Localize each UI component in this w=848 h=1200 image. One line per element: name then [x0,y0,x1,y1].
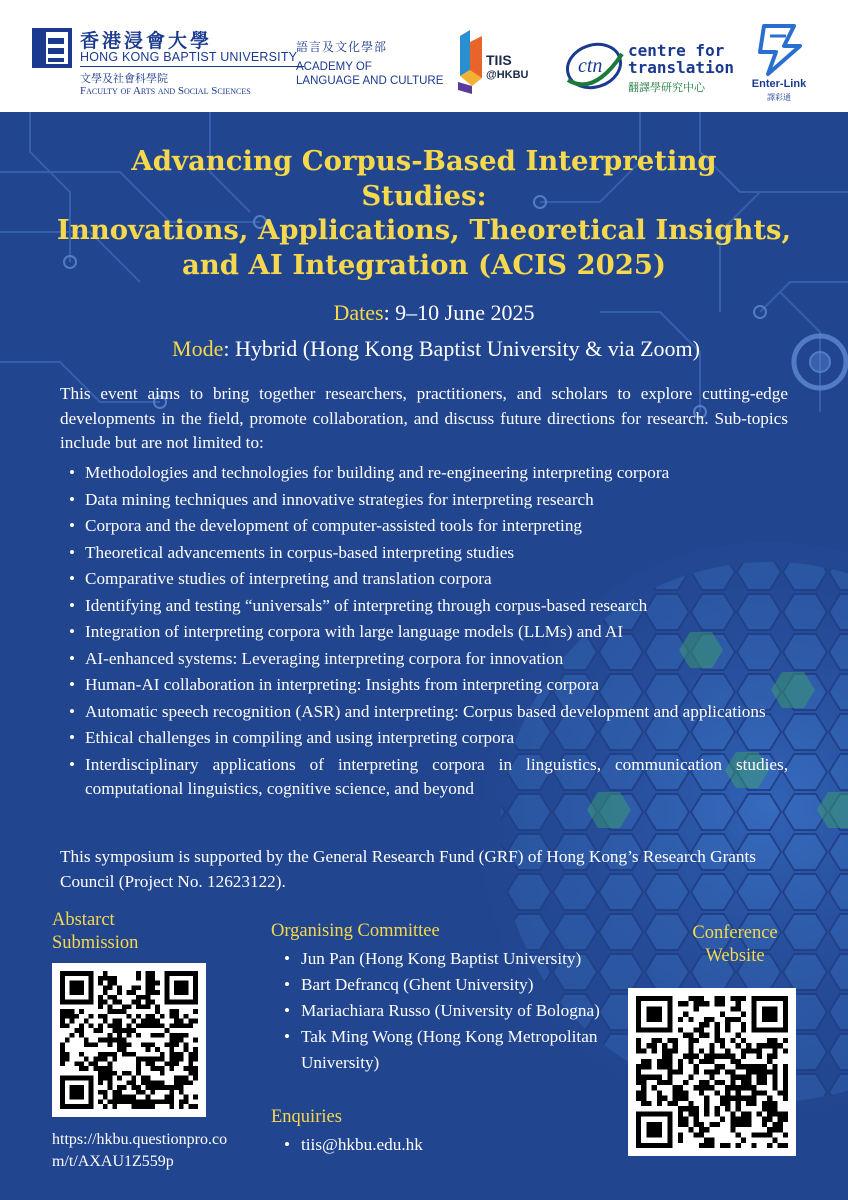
subtopic-text: Comparative studies of interpreting and translation corpora [85,569,492,588]
bullet-icon: • [284,1135,291,1154]
title-line-2: Studies: [361,179,487,212]
mode-label: Mode [172,336,224,361]
bullet-icon: • [284,1001,291,1020]
bullet-icon: • [69,701,76,721]
committee-member: Mariachiara Russo (University of Bologna) [301,1001,600,1020]
committee-list [271,946,601,1076]
event-title [20,144,828,282]
subtopic-text: Ethical challenges in compiling and using interpreting corpora [85,728,515,747]
cft-name-line2: translation [628,58,734,77]
subtopic-text: Human-AI collaboration in interpreting: Insights from interpreting corpora [85,675,600,694]
bullet-icon: • [284,949,291,968]
bullet-icon: • [69,489,76,509]
list-item [60,726,788,751]
bullet-icon: • [69,622,76,641]
bullet-icon: • [69,595,76,615]
svg-text:ctn: ctn [578,55,603,77]
list-item [60,594,788,619]
abstract-submission-link[interactable]: https://hkbu.questionpro.com/t/AXAU1Z559p [52,1131,228,1170]
bullet-icon: • [69,569,76,588]
committee-member: Bart Defrancq (Ghent University) [301,975,534,994]
list-item [60,567,788,592]
enquiries-list [271,1132,591,1158]
list-item [60,620,788,645]
tiis-hkbu-text: @HKBU [486,69,529,81]
subtopic-text: Integration of interpreting corpora with large language models (LLMs) and AI [85,622,624,641]
tiis-logo [456,30,529,94]
ct-swoosh-icon [564,40,626,92]
subtopic-text: Automatic speech recognition (ASR) and interpreting: Corpus based development and applications [85,701,766,721]
bullet-icon: • [284,975,291,994]
hkbu-crest-icon [32,26,72,70]
bullet-icon: • [69,728,76,747]
hkbu-logo [32,26,298,98]
alc-name-en-2: LANGUAGE AND CULTURE [296,75,444,87]
hkbu-name-zh: 香港浸會大學 [80,30,213,52]
list-item [60,700,788,725]
list-item [60,541,788,566]
logo-header [0,0,848,112]
bullet-icon: • [284,1027,291,1046]
list-item [271,1024,601,1076]
cft-name-zh: 翻譯學研究中心 [628,81,705,94]
enquiry-email-link[interactable]: tiis@hkbu.edu.hk [301,1135,423,1154]
bullet-icon: • [69,542,76,562]
list-item [60,647,788,672]
enquiries-heading: Enquiries [271,1107,342,1127]
subtopic-list [60,461,788,804]
abstract-qr-code[interactable] [52,963,206,1117]
event-mode [12,336,848,362]
subtopic-text: AI-enhanced systems: Leveraging interpreting corpora for innovation [85,648,564,668]
committee-member: Jun Pan (Hong Kong Baptist University) [301,949,582,968]
cft-name-line1: centre for [628,41,725,60]
abstract-heading-line-1: Abstarct [52,910,115,930]
bullet-icon: • [69,675,76,694]
alc-name-zh: 語言及文化學部 [296,40,388,54]
hkbu-divider [80,66,304,67]
poster-body [0,112,848,1200]
dates-label: Dates [333,300,384,325]
list-item [271,946,601,972]
list-item [60,488,788,513]
committee-member: Tak Ming Wong (Hong Kong Metropolitan University) [301,1027,598,1072]
bullet-icon: • [69,516,76,535]
list-item [60,673,788,698]
centre-for-translation-logo [564,40,734,92]
enter-link-mark-icon [754,22,804,76]
organising-committee-heading: Organising Committee [271,921,440,941]
alc-logo [296,38,444,87]
website-heading-line-2: Website [705,946,765,966]
title-line-3: Innovations, Applications, Theoretical Insights, [56,214,792,246]
list-item [60,461,788,486]
bullet-icon: • [69,648,76,668]
bullet-icon: • [69,463,76,482]
abstract-submission-heading [52,909,182,955]
faculty-name-zh: 文學及社會科學院 [80,72,168,85]
subtopic-text: Identifying and testing “universals” of interpreting through corpus-based research [85,595,648,615]
website-qr-code[interactable] [628,988,796,1156]
subtopic-text: Data mining techniques and innovative strategies for interpreting research [85,489,594,509]
abstract-heading-line-2: Submission [52,933,139,953]
website-heading-line-1: Conference [692,923,778,943]
list-item [271,1132,591,1158]
title-line-1: Advancing Corpus-Based Interpreting [131,145,717,177]
qr-code-icon [636,996,788,1148]
enter-link-logo [744,22,814,100]
bullet-icon: • [69,754,76,774]
faculty-name-en: Faculty of Arts and Social Sciences [80,85,251,97]
tiis-mark-icon [456,30,486,94]
qr-code-icon [60,971,198,1109]
list-item [271,972,601,998]
event-dates [10,300,848,326]
mode-value: : Hybrid (Hong Kong Baptist University & via Zoom) [223,336,700,361]
tiis-text: TIIS [486,52,512,68]
enter-link-name: Enter-Link [751,78,807,90]
list-item [60,753,788,802]
alc-name-en-1: ACADEMY OF [296,61,372,73]
conference-website-heading [660,922,810,968]
title-line-4: and AI Integration (ACIS 2025) [181,248,667,281]
subtopic-text: Interdisciplinary applications of interpreting corpora in linguistics, communication studies, computational linguistics, cognitive science, and beyond [85,754,788,798]
subtopic-text: Corpora and the development of computer-assisted tools for interpreting [85,516,583,535]
list-item [271,998,601,1024]
list-item [60,514,788,539]
dates-value: : 9–10 June 2025 [383,300,535,325]
hkbu-name-en: HONG KONG BAPTIST UNIVERSITY [80,50,298,64]
subtopic-text: Theoretical advancements in corpus-based interpreting studies [85,542,515,562]
funding-statement: This symposium is supported by the General Research Fund (GRF) of Hong Kong’s Research Grants Council (Project No. 12623122). [60,847,756,891]
enter-link-name-zh: 譯彩通 [767,93,791,102]
event-intro: This event aims to bring together researchers, practitioners, and scholars to explore cutting-edge developments in the field, promote collaboration, and discuss future directions for research. Sub-topics include but are not limited to: [60,384,788,452]
subtopic-text: Methodologies and technologies for building and re-engineering interpreting corpora [85,463,670,482]
